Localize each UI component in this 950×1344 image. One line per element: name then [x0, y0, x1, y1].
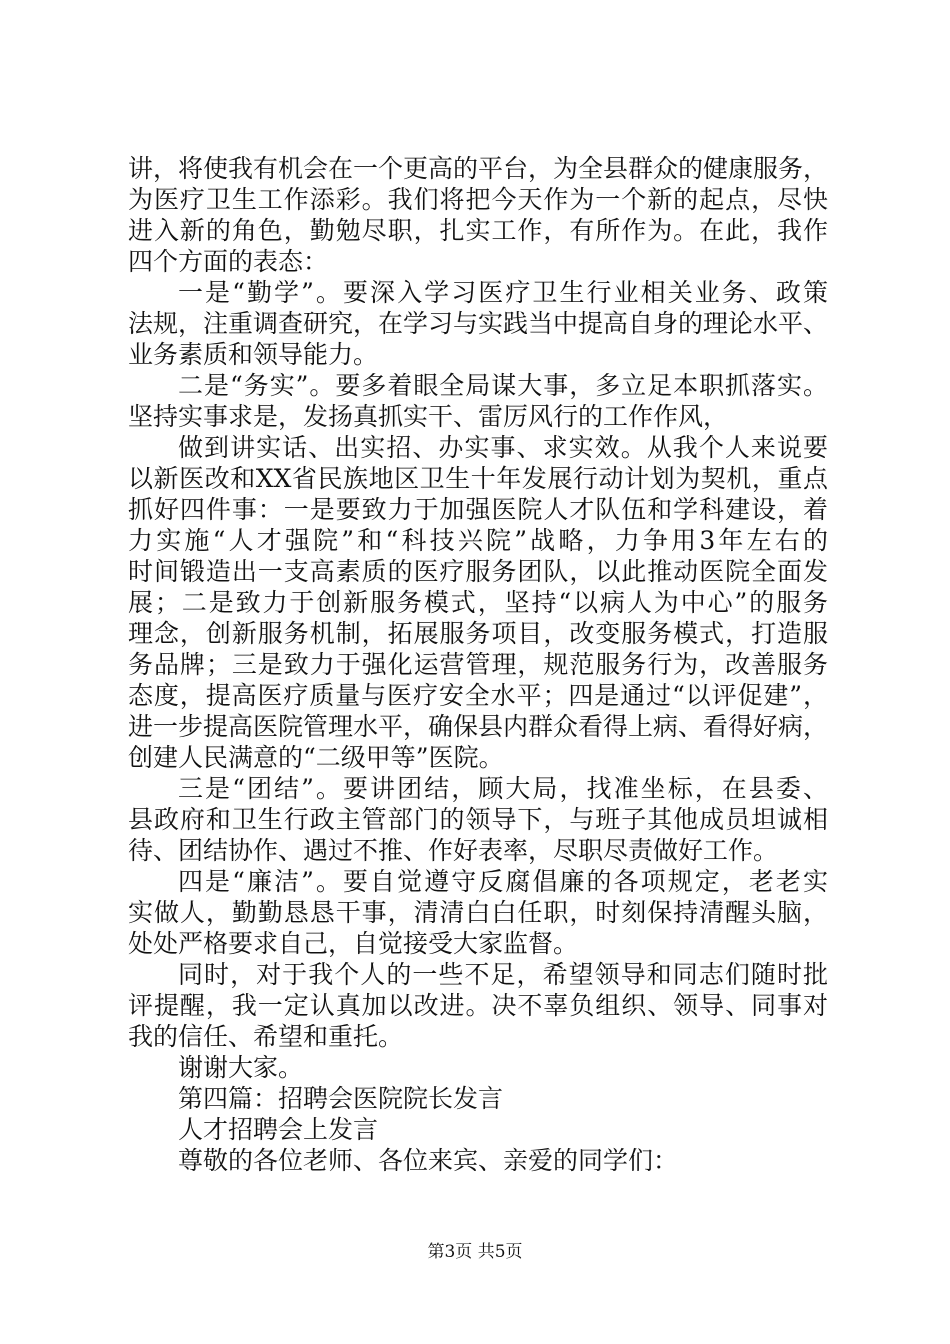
text-line: 时间锻造出一支高素质的医疗服务团队，以此推动医院全面发 [128, 557, 828, 586]
text-line: 进入新的角色，勤勉尽职，扎实工作，有所作为。在此，我作 [128, 216, 828, 245]
text-line: 实做人，勤勤恳恳干事，清清白白任职，时刻保持清醒头脑， [128, 898, 828, 927]
text-line: 二是“务实”。要多着眼全局谋大事，多立足本职抓落实。 [178, 371, 828, 400]
text-line: 处处严格要求自己，自觉接受大家监督。 [128, 929, 579, 958]
text-line: 为医疗卫生工作添彩。我们将把今天作为一个新的起点，尽快 [128, 185, 828, 214]
text-line: 一是“勤学”。要深入学习医疗卫生行业相关业务、政策 [178, 278, 828, 307]
text-line: 三是“团结”。要讲团结，顾大局，找准坐标，在县委、 [178, 774, 828, 803]
text-line: 尊敬的各位老师、各位来宾、亲爱的同学们： [178, 1146, 679, 1175]
text-line: 四个方面的表态： [128, 247, 329, 276]
text-line: 坚持实事求是，发扬真抓实干、雷厉风行的工作作风， [128, 402, 729, 431]
text-line: 县政府和卫生行政主管部门的领导下，与班子其他成员坦诚相 [128, 805, 828, 834]
text-line: 理念，创新服务机制，拓展服务项目，改变服务模式，打造服 [128, 619, 828, 648]
text-line: 态度，提高医疗质量与医疗安全水平；四是通过“以评促建”， [128, 681, 828, 710]
text-line: 我的信任、希望和重托。 [128, 1022, 404, 1051]
text-line: 业务素质和领导能力。 [128, 340, 379, 369]
text-line: 创建人民满意的“二级甲等”医院。 [128, 743, 504, 772]
text-line: 进一步提高医院管理水平，确保县内群众看得上病、看得好病， [128, 712, 829, 741]
text-line: 人才招聘会上发言 [178, 1115, 379, 1144]
text-line: 展；二是致力于创新服务模式，坚持“以病人为中心”的服务 [128, 588, 828, 617]
text-line: 第四篇：招聘会医院院长发言 [178, 1084, 504, 1113]
text-line: 谢谢大家。 [178, 1053, 304, 1082]
text-line: 力实施“人才强院”和“科技兴院”战略，力争用3年左右的 [128, 526, 828, 555]
text-line: 做到讲实话、出实招、办实事、求实效。从我个人来说要 [178, 433, 828, 462]
text-line: 讲，将使我有机会在一个更高的平台，为全县群众的健康服务， [128, 154, 829, 183]
text-line: 法规，注重调查研究，在学习与实践当中提高自身的理论水平、 [128, 309, 829, 338]
text-line: 以新医改和XX省民族地区卫生十年发展行动计划为契机，重点 [128, 464, 828, 493]
page-footer: 第3页 共5页 [427, 1242, 523, 1262]
text-line: 待、团结协作、遇过不推、作好表率，尽职尽责做好工作。 [128, 836, 779, 865]
document-body [128, 153, 828, 1176]
text-line: 务品牌；三是致力于强化运营管理，规范服务行为，改善服务 [128, 650, 828, 679]
text-line: 评提醒，我一定认真加以改进。决不辜负组织、领导、同事对 [128, 991, 828, 1020]
text-line: 同时，对于我个人的一些不足，希望领导和同志们随时批 [178, 960, 828, 989]
text-line: 抓好四件事：一是要致力于加强医院人才队伍和学科建设，着 [128, 495, 828, 524]
text-line: 四是“廉洁”。要自觉遵守反腐倡廉的各项规定，老老实 [178, 867, 828, 896]
